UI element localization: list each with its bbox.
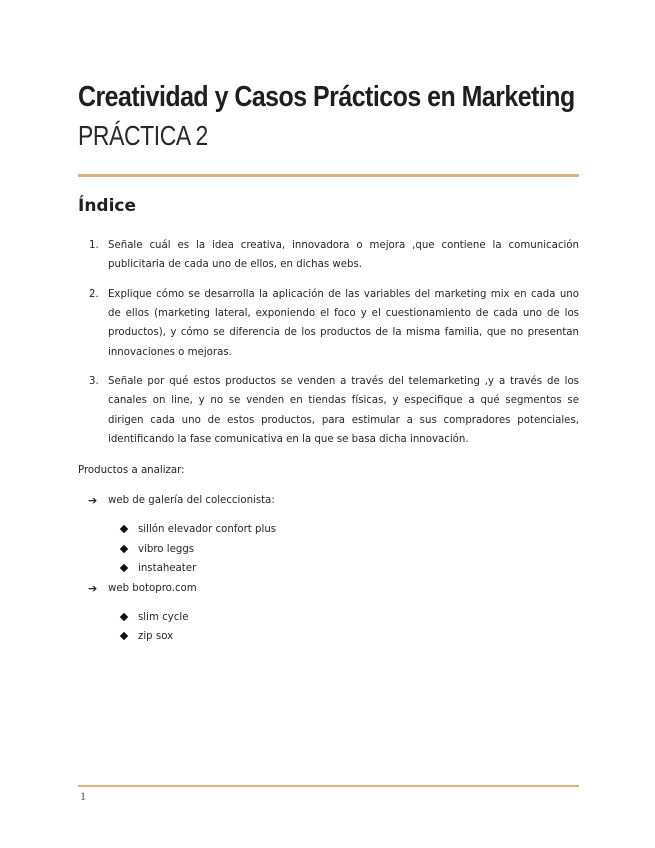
product-item [78,627,579,647]
product-group-heading [78,579,579,598]
product-item [78,559,579,579]
document-subtitle: PRÁCTICA 2 [78,120,208,151]
question-number: 2. [89,288,99,300]
product-name: vibro leggs [138,543,195,555]
product-group [78,491,579,579]
arrow-right-icon: ➔ [88,494,98,507]
footer-divider [78,785,579,787]
page-number: 1 [80,789,86,803]
document-title: Creatividad y Casos Prácticos en Marketing [78,81,575,113]
question-item [78,372,579,449]
header-divider [78,174,579,177]
product-group [78,579,579,647]
arrow-right-icon: ➔ [88,581,98,595]
diamond-bullet-icon [120,544,128,552]
question-item [78,285,579,362]
product-name: instaheater [138,563,197,575]
product-item [78,520,579,540]
question-number: 1. [89,240,99,251]
product-group-heading [78,491,579,510]
product-list [78,608,579,647]
product-name: sillón elevador confort plus [138,524,277,536]
diamond-bullet-icon [120,613,128,621]
question-item [78,236,579,274]
product-group-name: web botopro.com [108,582,197,594]
index-heading: Índice [78,196,137,216]
question-text: Explique cómo se desarrolla la aplicación de las variables del marketing mix en cada uno de ellos (marketing lateral, exponiendo el foco y el cuestionamiento de cada uno de los productos), y cómo se diferencia de los productos de la misma familia, que no presentan innovaciones o mejoras. [108,288,579,358]
product-name: zip sox [138,631,174,643]
product-list [78,520,579,579]
product-name: slim cycle [138,611,189,623]
product-groups [78,491,579,647]
question-text: Señale por qué estos productos se venden a través del telemarketing ,y a través de los canales on line, y no se venden en tiendas físicas, y especifique a qué segmentos se dirigen cada uno de estos productos, para estimular a sus compradores potenciales, identificando la fase comunicativa en la que se basa dicha innovación. [108,376,579,445]
diamond-bullet-icon [120,632,128,640]
product-group-name: web de galería del coleccionista: [108,495,275,506]
question-number: 3. [89,376,99,388]
diamond-bullet-icon [120,525,128,533]
product-item [78,540,579,560]
diamond-bullet-icon [120,564,128,572]
products-label: Productos a analizar: [78,465,185,476]
product-item [78,608,579,628]
question-text: Señale cuál es la idea creativa, innovadora o mejora ,que contiene la comunicación publicitaria de cada uno de ellos, en dichas webs. [108,240,579,271]
questions-list [78,236,579,460]
